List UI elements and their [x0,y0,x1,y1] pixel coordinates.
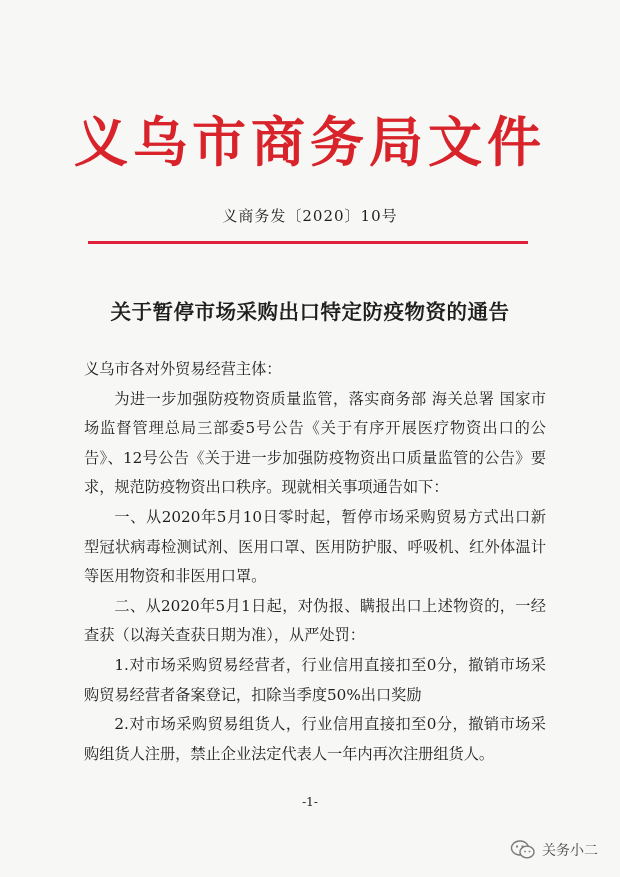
notice-body [84,355,546,769]
watermark [510,839,598,861]
page-number: -1- [302,795,318,809]
document-number: 义商务发〔2020〕10号 [222,207,398,225]
masthead-red-rule [88,241,528,244]
wechat-official-account-icon [510,839,536,861]
salutation: 义乌市各对外贸易经营主体： [84,360,282,378]
watermark-text: 关务小二 [542,843,598,859]
paragraph-subitem-2: 2.对市场采购贸易组货人，行业信用直接扣至0分，撤销市场采购组货人注册，禁止企业法定代表人一年内再次注册组货人。 [84,715,546,763]
paragraph-item-1: 一、从2020年5月10日零时起，暂停市场采购贸易方式出口新型冠状病毒检测试剂、医用口罩、医用防护服、呼吸机、红外体温计等医用物资和非医用口罩。 [84,507,546,586]
paragraph-item-2: 二、从2020年5月1日起，对伪报、瞒报出口上述物资的，一经查获（以海关查获日期为准），从严处罚： [84,596,546,645]
paragraph-intro: 为进一步加强防疫物资质量监管，落实商务部 海关总署 国家市场监督管理总局三部委5号公告《关于有序开展医疗物资出口的公告》、12号公告《关于进一步加强防疫物资出口质量监管的公告》要求，规范防疫物资出口秩序。现就相关事项通告如下： [84,389,546,497]
notice-title: 关于暂停市场采购出口特定防疫物资的通告 [110,300,510,324]
paragraph-subitem-1: 1.对市场采购贸易经营者，行业信用直接扣至0分，撤销市场采购贸易经营者备案登记，扣除当季度50%出口奖励 [84,655,546,704]
document-masthead: 义乌市商务局文件 [74,111,546,174]
